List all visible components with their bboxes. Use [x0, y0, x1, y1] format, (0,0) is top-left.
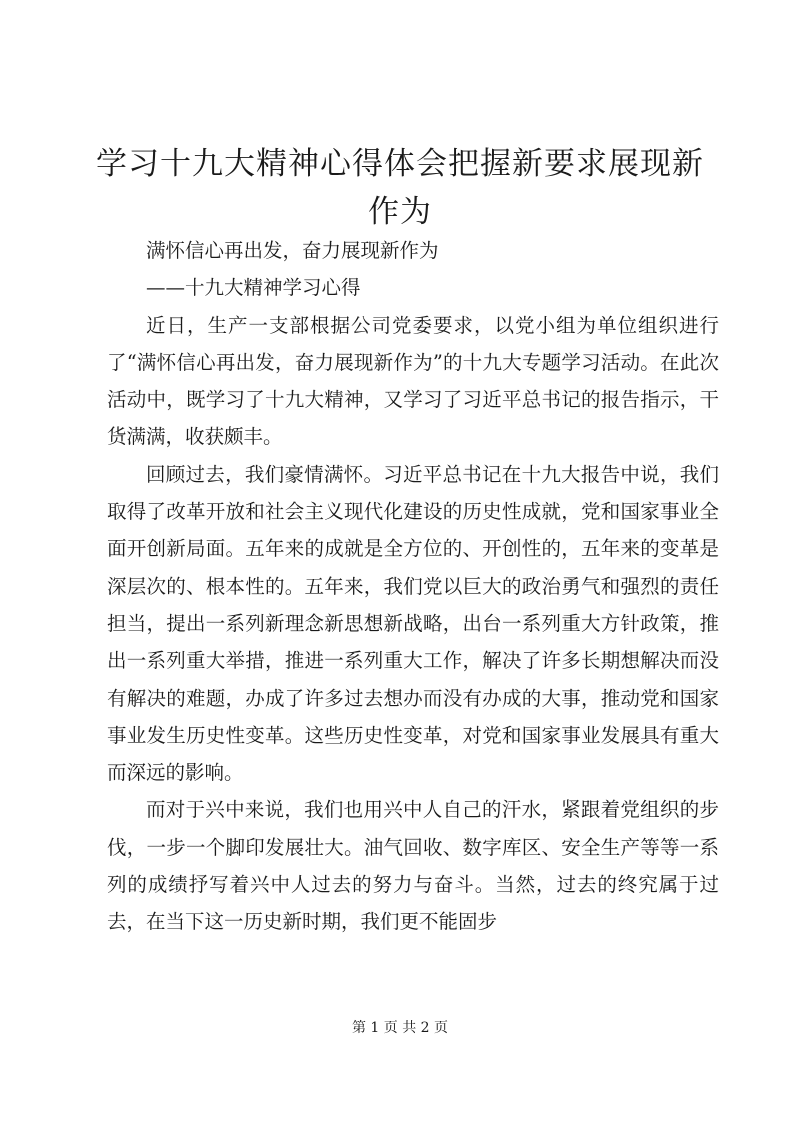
page-footer [0, 1018, 800, 1038]
paragraph: 回顾过去，我们豪情满怀。习近平总书记在十九大报告中说，我们取得了改革开放和社会主义现代化建设的历史性成就，党和国家事业全面开创新局面。五年来的成就是全方位的、开创性的，五年来的变革是深层次的、根本性的。五年来，我们党以巨大的政治勇气和强烈的责任担当，提出一系列新理念新思想新战略，出台一系列重大方针政策，推出一系列重大举措，推进一系列重大工作，解决了许多长期想解决而没有解决的难题，办成了许多过去想办而没有办成的大事，推动党和国家事业发生历史性变革。这些历史性变革，对党和国家事业发展具有重大而深远的影响。 [107, 462, 719, 785]
byline: ——十九大精神学习心得 [146, 276, 361, 300]
subtitle: 满怀信心再出发，奋力展现新作为 [146, 239, 439, 262]
document-title: 学习十九大精神心得体会把握新要求展现新作为 [96, 146, 704, 230]
paragraph: 近日，生产一支部根据公司党委要求，以党小组为单位组织进行了“满怀信心再出发，奋力展现新作为”的十九大专题学习活动。在此次活动中，既学习了十九大精神，又学习了习近平总书记的报告指示，干货满满，收获颇丰。 [107, 313, 719, 449]
document-body [107, 232, 719, 941]
page-number: 第 1 页 共 2 页 [351, 1020, 449, 1036]
paragraph: 而对于兴中来说，我们也用兴中人自己的汗水，紧跟着党组织的步伐，一步一个脚印发展壮大。油气回收、数字库区、安全生产等等一系列的成绩抒写着兴中人过去的努力与奋斗。当然，过去的终究属于过去，在当下这一历史新时期，我们更不能固步 [107, 798, 719, 934]
